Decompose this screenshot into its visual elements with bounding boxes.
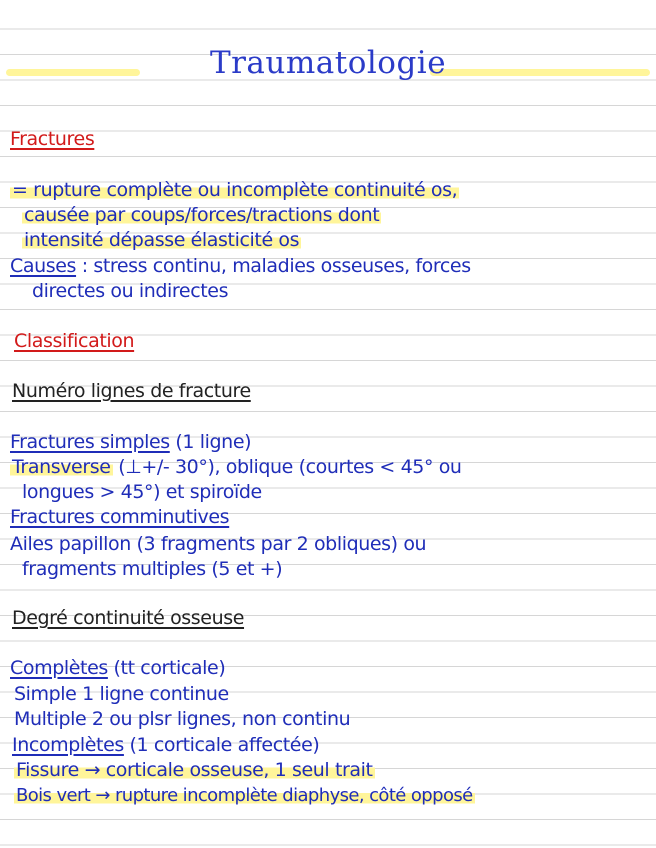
comminutives-detail-line-1: Ailes papillon (3 fragments par 2 obliques) ou (10, 533, 427, 555)
comminutives-detail-line-2: fragments multiples (5 et +) (22, 558, 283, 580)
heading-classification: Classification (14, 330, 135, 352)
simples-line (10, 430, 251, 454)
definition-line-2 (22, 203, 381, 227)
title-highlight-left (6, 69, 140, 76)
causes-line-2: directes ou indirectes (32, 280, 229, 302)
causes-line-1 (10, 254, 471, 278)
definition-text-3: intensité dépasse élasticité os (24, 229, 300, 251)
causes-text-1: : stress continu, maladies osseuses, forces (81, 255, 471, 277)
simples-detail-line-2: longues > 45°) et spiroïde (22, 481, 262, 503)
definition-text-2: causée par coups/forces/tractions dont (24, 204, 380, 226)
incompletes-fissure (14, 758, 375, 782)
incompletes-bois-vert (14, 784, 475, 808)
heading-degre-continuite: Degré continuité osseuse (12, 607, 245, 629)
definition-line-1 (10, 178, 459, 202)
incompletes-rest: (1 corticale affectée) (129, 734, 320, 756)
page-title-block (0, 40, 656, 86)
simples-detail-rest: (⊥+/- 30°), oblique (courtes < 45° ou (118, 456, 462, 478)
completes-multiple: Multiple 2 ou plsr lignes, non continu (14, 708, 351, 730)
simples-detail-line-1 (10, 455, 462, 479)
page-title: Traumatologie (209, 45, 447, 81)
definition-text-1: = rupture complète ou incomplète continuité os, (12, 179, 458, 201)
simples-rest: (1 ligne) (175, 431, 252, 453)
completes-rest: (tt corticale) (113, 657, 226, 679)
completes-line (10, 656, 225, 680)
comminutives-label: Fractures comminutives (10, 506, 230, 528)
title-highlight-right (430, 69, 650, 76)
completes-simple: Simple 1 ligne continue (14, 683, 229, 705)
definition-line-3 (22, 228, 301, 252)
incompletes-fissure-text: Fissure → corticale osseuse, 1 seul trait (16, 759, 373, 781)
simples-detail-highlight: Transverse (12, 456, 111, 478)
incompletes-line (12, 733, 319, 757)
completes-label: Complètes (10, 657, 108, 679)
heading-numero-lignes: Numéro lignes de fracture (12, 380, 251, 402)
simples-label: Fractures simples (10, 431, 170, 453)
incompletes-bois-vert-text: Bois vert → rupture incomplète diaphyse, côté opposé (16, 785, 473, 806)
incompletes-label: Incomplètes (12, 734, 124, 756)
causes-label: Causes (10, 255, 77, 277)
heading-fractures: Fractures (10, 128, 95, 150)
